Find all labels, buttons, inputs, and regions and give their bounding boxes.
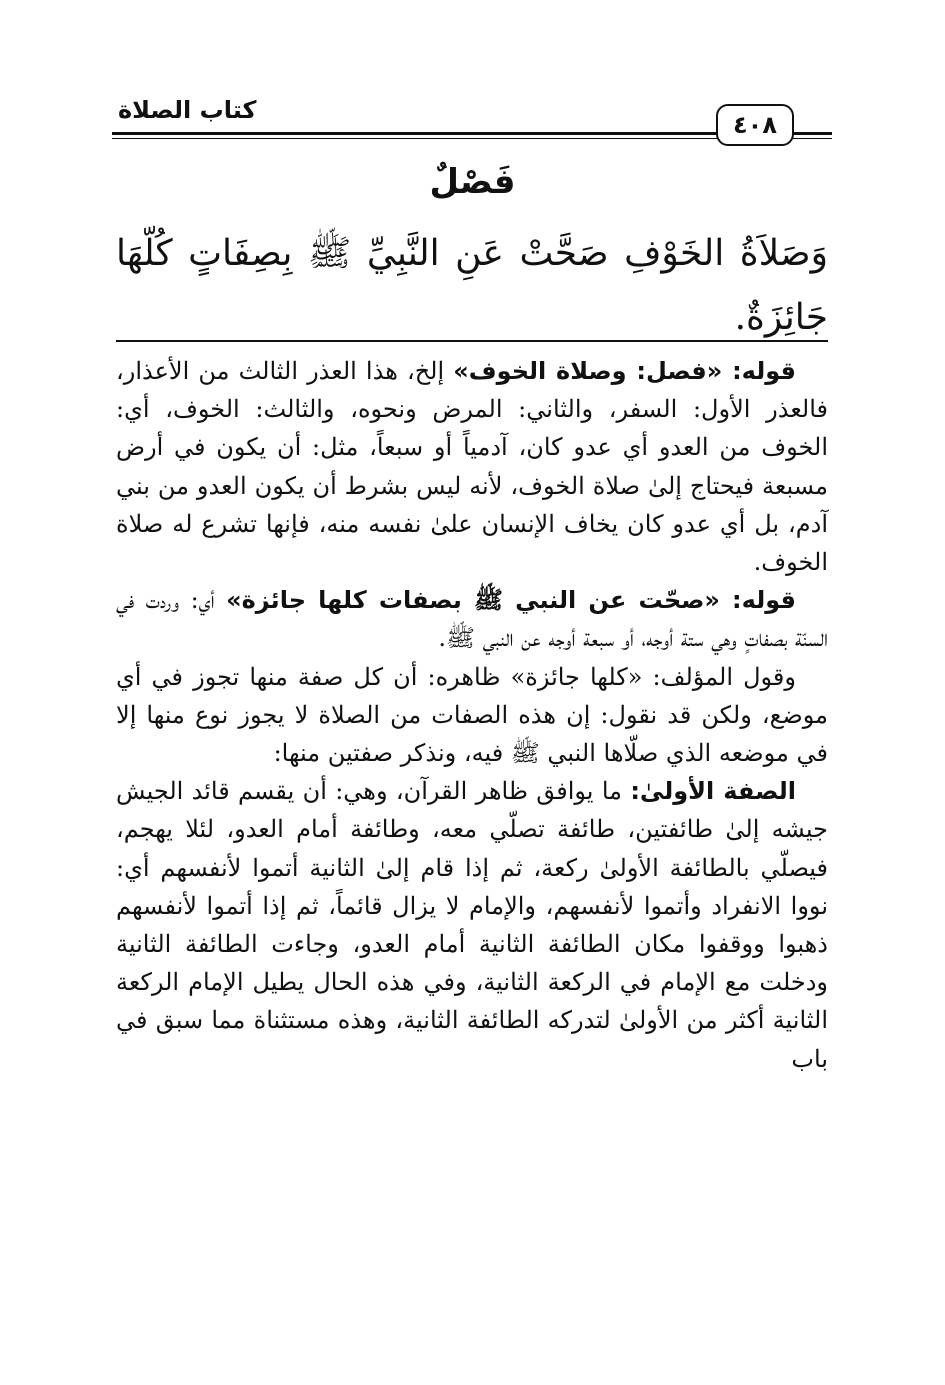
paragraph-lead: الصفة الأولىٰ: [630,777,796,806]
paragraph-text: وقول المؤلف: «كلها جائزة» ظاهره: أن كل صفة منها تجوز في أي موضع، ولكن قد نقول: إن هذه الصفات من الصلاة لا يجوز نوع منها إلا في موضعه الذي صلّاها النبي ﷺ فيه، ونذكر صفتين منها: [116,662,828,768]
commentary-body [116,352,828,1078]
paragraph-text: إلخ، هذا العذر الثالث من الأعذار، فالعذر الأول: السفر، والثاني: المرض ونحوه، والثالث: الخوف، أي: الخوف من العدو أي عدو كان، آدمياً أو سبعاً، مثل: أن يكون في أرض مسبعة فيحتاج إلىٰ صلاة الخوف، لأنه ليس بشرط أن يكون العدو من بني آدم، بل أي عدو كان يخاف الإنسان علىٰ نفسه منه، فإنها تشرع له صلاة الخوف. [116,357,828,577]
section-heading: فَصْلٌ [429,162,516,202]
paragraph-text: أي: وردت في السنّة بصفاتٍ وهي ستة أوجه، أو سبعة أوجه عن النبي ﷺ. [116,586,828,653]
page-number: ٤٠٨ [716,104,794,146]
section-divider [116,340,828,342]
book-title: كتاب الصلاة [112,96,263,124]
paragraph-lead: قوله: «فصل: وصلاة الخوف» [453,357,796,385]
paragraph-lead: قوله: «صحّت عن النبي ﷺ بصفات كلها جائزة» [226,586,796,615]
running-header [112,92,832,152]
commentary-paragraph-1 [116,352,828,581]
commentary-paragraph-3 [116,658,828,773]
commentary-paragraph-2 [116,581,828,657]
commentary-paragraph-4 [116,772,828,1078]
paragraph-text: ما يوافق ظاهر القرآن، وهي: أن يقسم قائد الجيش جيشه إلىٰ طائفتين، طائفة تصلّي معه، وطائفة أمام العدو، لئلا يهجم، فيصلّي بالطائفة الأولىٰ ركعة، ثم إذا قام إلىٰ الثانية أتموا لأنفسهم أي: نووا الانفراد وأتموا لأنفسهم، والإمام لا يزال قائماً، ثم إذا أتموا لأنفسهم ذهبوا ووقفوا مكان الطائفة الثانية أمام العدو، وجاءت الطائفة الثانية ودخلت مع الإمام في الركعة الثانية، وفي هذه الحال يطيل الإمام الركعة الثانية أكثر من الأولىٰ لتدركه الطائفة الثانية، وهذه مستثناة مما سبق في باب [116,777,828,1073]
matn-text: وَصَلاَةُ الخَوْفِ صَحَّتْ عَنِ النَّبِيِّ ﷺ بِصِفَاتٍ كُلّهَا جَائِزَةٌ. [116,233,828,338]
